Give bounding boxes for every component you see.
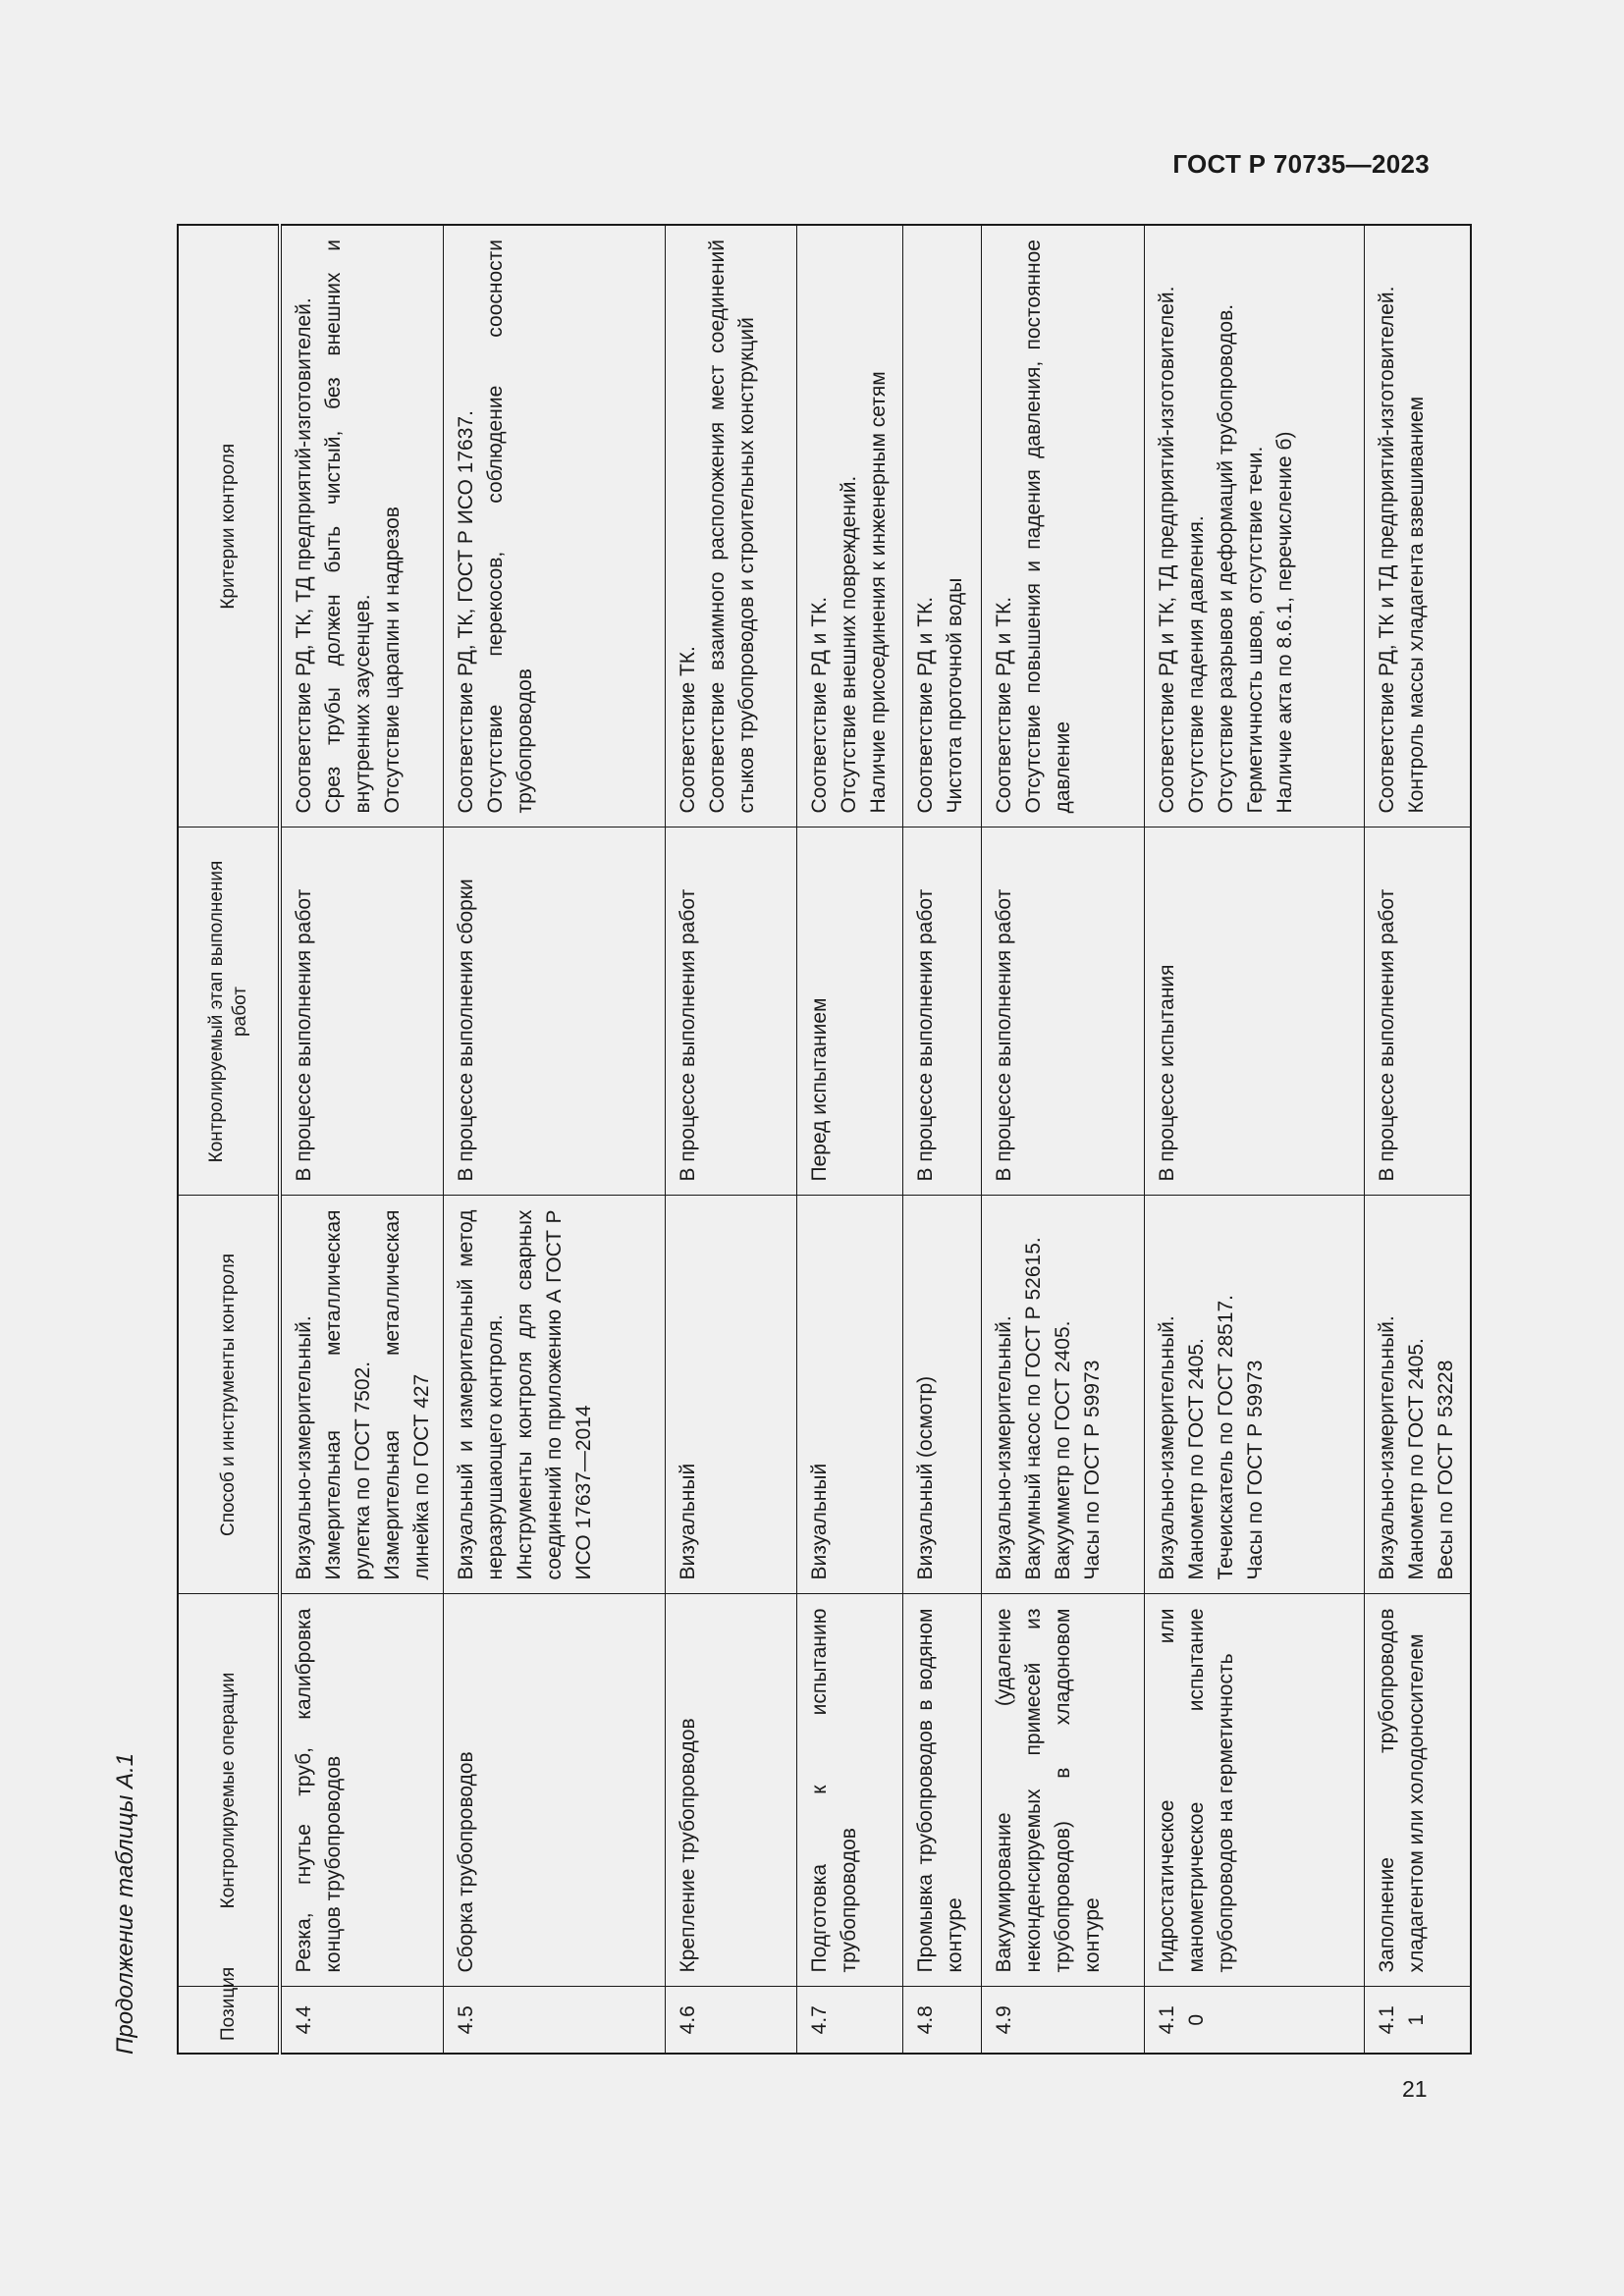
cell-criteria xyxy=(1145,225,1365,828)
table-row xyxy=(982,225,1145,2054)
cell-method xyxy=(903,1196,982,1594)
header-criteria: Критерии контроля xyxy=(178,225,280,828)
cell-criteria-line: Отсутствие внешних повреждений. xyxy=(838,475,860,814)
cell-operation: Промывка трубопроводов в водяном контуре xyxy=(903,1594,982,1987)
header-position: Позиция xyxy=(178,1987,280,2054)
cell-method-line: Инструменты контроля для сварных соединений по приложению А ГОСТ Р ИСО 17637—2014 xyxy=(514,1209,595,1580)
table-caption: Продолжение таблицы А.1 xyxy=(112,1752,138,2055)
cell-criteria-line: Наличие присоединения к инженерным сетям xyxy=(867,371,890,814)
cell-criteria-line: Соответствие РД и ТК. xyxy=(808,596,831,814)
cell-criteria-line: Отсутствие царапин и надрезов xyxy=(381,507,404,814)
cell-criteria xyxy=(666,225,797,828)
cell-method xyxy=(982,1196,1145,1594)
cell-method-line: Визуальный xyxy=(677,1463,699,1580)
cell-stage: В процессе испытания xyxy=(1145,828,1365,1196)
cell-criteria-line: Соответствие ТК. xyxy=(677,646,699,814)
header-method: Способ и инструменты контроля xyxy=(178,1196,280,1594)
table-row xyxy=(444,225,666,2054)
cell-method-line: Визуально-измерительный. xyxy=(1376,1315,1398,1580)
cell-method-line: Течеискатель по ГОСТ 28517. xyxy=(1215,1294,1237,1580)
cell-method xyxy=(444,1196,666,1594)
cell-method-line: Часы по ГОСТ Р 59973 xyxy=(1244,1360,1267,1580)
cell-method-line: Часы по ГОСТ Р 59973 xyxy=(1081,1360,1104,1580)
cell-criteria-line: Наличие акта по 8.6.1, перечисление б) xyxy=(1273,431,1296,814)
table-row xyxy=(280,225,444,2054)
cell-stage: В процессе выполнения работ xyxy=(280,828,444,1196)
cell-stage: В процессе выполнения работ xyxy=(666,828,797,1196)
table-row xyxy=(903,225,982,2054)
cell-criteria-line: Отсутствие разрывов и деформаций трубопроводов. xyxy=(1215,303,1237,814)
cell-method-line: Визуальный xyxy=(808,1463,831,1580)
cell-operation: Вакуумирование (удаление неконденсируемых примесей из трубопроводов) в хладоновом контуре xyxy=(982,1594,1145,1987)
cell-criteria xyxy=(444,225,666,828)
cell-criteria-line: Соответствие РД, ТК, ТД предприятий-изготовителей. xyxy=(293,297,315,814)
table-row xyxy=(1365,225,1471,2054)
cell-criteria-line: Соответствие РД и ТК. xyxy=(914,596,937,814)
cell-criteria-line: Отсутствие перекосов, соблюдение соосности трубопроводов xyxy=(484,240,536,814)
cell-operation: Заполнение трубопроводов хладагентом или холодоносителем xyxy=(1365,1594,1471,1987)
cell-method-line: Визуально-измерительный. xyxy=(293,1315,315,1580)
cell-method-line: Измерительная металлическая линейка по ГОСТ 427 xyxy=(381,1209,433,1580)
cell-method xyxy=(1365,1196,1471,1594)
cell-method-line: Вакуумный насос по ГОСТ Р 52615. xyxy=(1022,1237,1045,1580)
cell-criteria-line: Герметичность швов, отсутствие течи. xyxy=(1244,446,1267,814)
cell-criteria-line: Отсутствие падения давления. xyxy=(1185,515,1208,814)
cell-position: 4.5 xyxy=(444,1987,666,2054)
header-stage: Контролируемый этап выполнения работ xyxy=(178,828,280,1196)
cell-stage: В процессе выполнения работ xyxy=(1365,828,1471,1196)
cell-operation: Резка, гнутье труб, калибровка концов трубопроводов xyxy=(280,1594,444,1987)
header-operation: Контролируемые операции xyxy=(178,1594,280,1987)
cell-criteria-line: Соответствие взаимного расположения мест соединений стыков трубопроводов и строительных конструкций xyxy=(706,240,758,814)
cell-criteria xyxy=(1365,225,1471,828)
cell-method-line: Визуальный (осмотр) xyxy=(914,1375,937,1580)
cell-method-line: Визуальный и измерительный метод неразрушающего контроля. xyxy=(455,1209,507,1580)
cell-criteria-line: Соответствие РД и ТК, ТД предприятий-изготовителей. xyxy=(1156,286,1178,814)
table-row xyxy=(797,225,903,2054)
cell-operation: Подготовка к испытанию трубопроводов xyxy=(797,1594,903,1987)
control-table xyxy=(177,224,1472,2055)
page-number: 21 xyxy=(1402,2076,1428,2102)
cell-position: 4.8 xyxy=(903,1987,982,2054)
cell-criteria-line: Соответствие РД, ТК и ТД предприятий-изготовителей. xyxy=(1376,286,1398,814)
cell-method-line: Манометр по ГОСТ 2405. xyxy=(1405,1338,1428,1580)
cell-criteria xyxy=(982,225,1145,828)
cell-position: 4.6 xyxy=(666,1987,797,2054)
cell-stage: Перед испытанием xyxy=(797,828,903,1196)
cell-position: 4.10 xyxy=(1145,1987,1365,2054)
cell-method-line: Визуально-измерительный. xyxy=(1156,1315,1178,1580)
cell-criteria xyxy=(280,225,444,828)
cell-method-line: Визуально-измерительный. xyxy=(993,1315,1015,1580)
cell-method-line: Вакуумметр по ГОСТ 2405. xyxy=(1052,1320,1074,1580)
cell-position: 4.11 xyxy=(1365,1987,1471,2054)
cell-method-line: Манометр по ГОСТ 2405. xyxy=(1185,1338,1208,1580)
cell-criteria-line: Контроль массы хладагента взвешиванием xyxy=(1405,396,1428,814)
rotated-table-area xyxy=(108,209,1457,2055)
cell-position: 4.7 xyxy=(797,1987,903,2054)
cell-criteria-line: Срез трубы должен быть чистый, без внешних и внутренних заусенцев. xyxy=(322,240,374,814)
table-header-row xyxy=(178,225,280,2054)
cell-position: 4.4 xyxy=(280,1987,444,2054)
cell-criteria xyxy=(797,225,903,828)
cell-method-line: Весы по ГОСТ Р 53228 xyxy=(1435,1360,1457,1580)
table-row xyxy=(666,225,797,2054)
cell-criteria-line: Соответствие РД, ТК, ГОСТ Р ИСО 17637. xyxy=(455,410,477,814)
cell-method-line: Измерительная металлическая рулетка по ГОСТ 7502. xyxy=(322,1209,374,1580)
cell-method xyxy=(666,1196,797,1594)
cell-stage: В процессе выполнения сборки xyxy=(444,828,666,1196)
cell-criteria-line: Чистота проточной воды xyxy=(944,577,966,814)
cell-position: 4.9 xyxy=(982,1987,1145,2054)
document-code: ГОСТ Р 70735—2023 xyxy=(1172,149,1430,179)
table-row xyxy=(1145,225,1365,2054)
cell-stage: В процессе выполнения работ xyxy=(982,828,1145,1196)
cell-method xyxy=(1145,1196,1365,1594)
cell-operation: Гидростатическое или манометрическое испытание трубопроводов на герметичность xyxy=(1145,1594,1365,1987)
cell-criteria-line: Соответствие РД и ТК. xyxy=(993,596,1015,814)
cell-stage: В процессе выполнения работ xyxy=(903,828,982,1196)
cell-criteria-line: Отсутствие повышения и падения давления, постоянное давление xyxy=(1022,240,1074,814)
cell-method xyxy=(797,1196,903,1594)
cell-criteria xyxy=(903,225,982,828)
cell-method xyxy=(280,1196,444,1594)
cell-operation: Сборка трубопроводов xyxy=(444,1594,666,1987)
cell-operation: Крепление трубопроводов xyxy=(666,1594,797,1987)
